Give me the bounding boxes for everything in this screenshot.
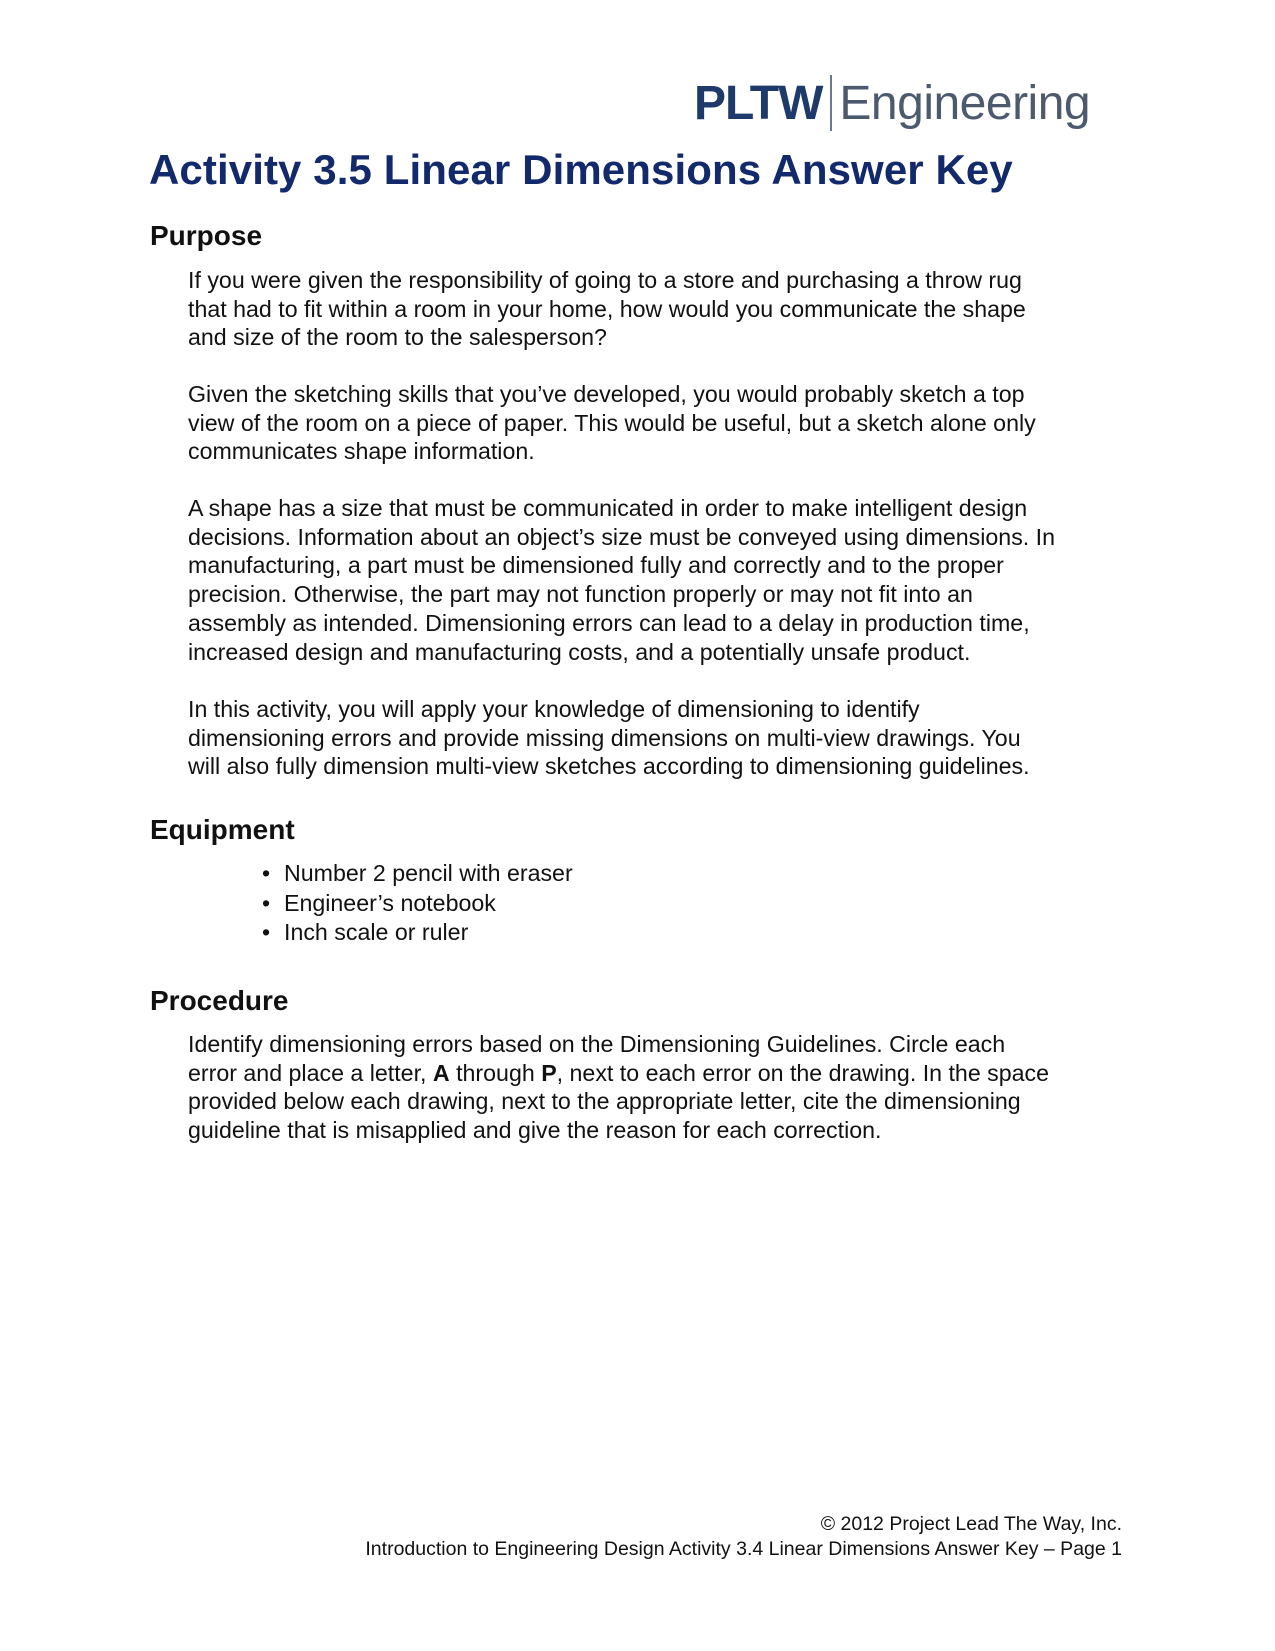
bullet-icon: • bbox=[262, 919, 271, 945]
list-item-text: Engineer’s notebook bbox=[284, 889, 496, 916]
text-run: through bbox=[449, 1059, 542, 1086]
text-line: communicates shape information. bbox=[188, 438, 535, 465]
pltw-engineering-logo bbox=[694, 72, 1090, 134]
text-line: If you were given the responsibility of going to a store and purchasing a throw rug bbox=[188, 267, 1022, 293]
list-item bbox=[262, 859, 573, 889]
purpose-paragraph-4 bbox=[188, 695, 1108, 781]
list-item-text: Number 2 pencil with eraser bbox=[284, 860, 573, 886]
text-run: , next to each error on the drawing. In the space bbox=[556, 1059, 1050, 1086]
text-line: A shape has a size that must be communicated in order to make intelligent design bbox=[188, 495, 1028, 521]
text-line: and size of the room to the salesperson? bbox=[188, 324, 607, 351]
text-line: precision. Otherwise, the part may not function properly or may not fit into an bbox=[188, 581, 973, 608]
text-line: decisions. Information about an object’s size must be conveyed using dimensions. In bbox=[188, 523, 1056, 550]
bullet-icon: • bbox=[262, 860, 271, 886]
letter-p-bold: P bbox=[541, 1059, 557, 1086]
text-line: will also fully dimension multi-view sketches according to dimensioning guidelines. bbox=[188, 753, 1030, 780]
text-line: dimensioning errors and provide missing dimensions on multi-view drawings. You bbox=[188, 724, 1021, 751]
page-title: Activity 3.5 Linear Dimensions Answer Key bbox=[149, 146, 1013, 193]
list-item-text: Inch scale or ruler bbox=[284, 919, 469, 945]
text-line: Given the sketching skills that you’ve developed, you would probably sketch a top bbox=[188, 381, 1025, 407]
procedure-paragraph bbox=[188, 1030, 1108, 1145]
text-line: manufacturing, a part must be dimensioned fully and correctly and to the proper bbox=[188, 552, 1004, 579]
list-item bbox=[262, 889, 573, 919]
text-line: guideline that is misapplied and give the reason for each correction. bbox=[188, 1117, 882, 1144]
footer-course-line: Introduction to Engineering Design Activity 3.4 Linear Dimensions Answer Key – Page 1 bbox=[365, 1538, 1122, 1560]
text-line: In this activity, you will apply your knowledge of dimensioning to identify bbox=[188, 696, 920, 722]
text-run: error and place a letter, bbox=[188, 1059, 433, 1086]
text-line: view of the room on a piece of paper. This would be useful, but a sketch alone only bbox=[188, 409, 1036, 436]
text-line: assembly as intended. Dimensioning errors can lead to a delay in production time, bbox=[188, 609, 1030, 636]
purpose-paragraph-1 bbox=[188, 266, 1108, 352]
bullet-icon: • bbox=[262, 889, 271, 916]
page-footer bbox=[365, 1512, 1122, 1562]
purpose-paragraph-3 bbox=[188, 494, 1108, 666]
purpose-heading: Purpose bbox=[150, 220, 263, 251]
logo-sub-text: Engineering bbox=[839, 76, 1091, 130]
list-item bbox=[262, 918, 573, 948]
text-line: provided below each drawing, next to the appropriate letter, cite the dimensioning bbox=[188, 1088, 1021, 1115]
purpose-paragraph-2 bbox=[188, 380, 1108, 466]
text-line bbox=[188, 1059, 1108, 1088]
equipment-list bbox=[262, 859, 573, 948]
equipment-heading: Equipment bbox=[150, 814, 295, 845]
logo-brand-text: PLTW bbox=[694, 76, 823, 130]
logo-divider bbox=[830, 75, 832, 131]
letter-a-bold: A bbox=[432, 1059, 450, 1086]
text-line: Identify dimensioning errors based on the Dimensioning Guidelines. Circle each bbox=[188, 1031, 1006, 1057]
footer-copyright: © 2012 Project Lead The Way, Inc. bbox=[820, 1513, 1122, 1535]
procedure-heading: Procedure bbox=[150, 985, 289, 1016]
text-line: increased design and manufacturing costs, and a potentially unsafe product. bbox=[188, 638, 971, 665]
text-line: that had to fit within a room in your home, how would you communicate the shape bbox=[188, 295, 1026, 322]
